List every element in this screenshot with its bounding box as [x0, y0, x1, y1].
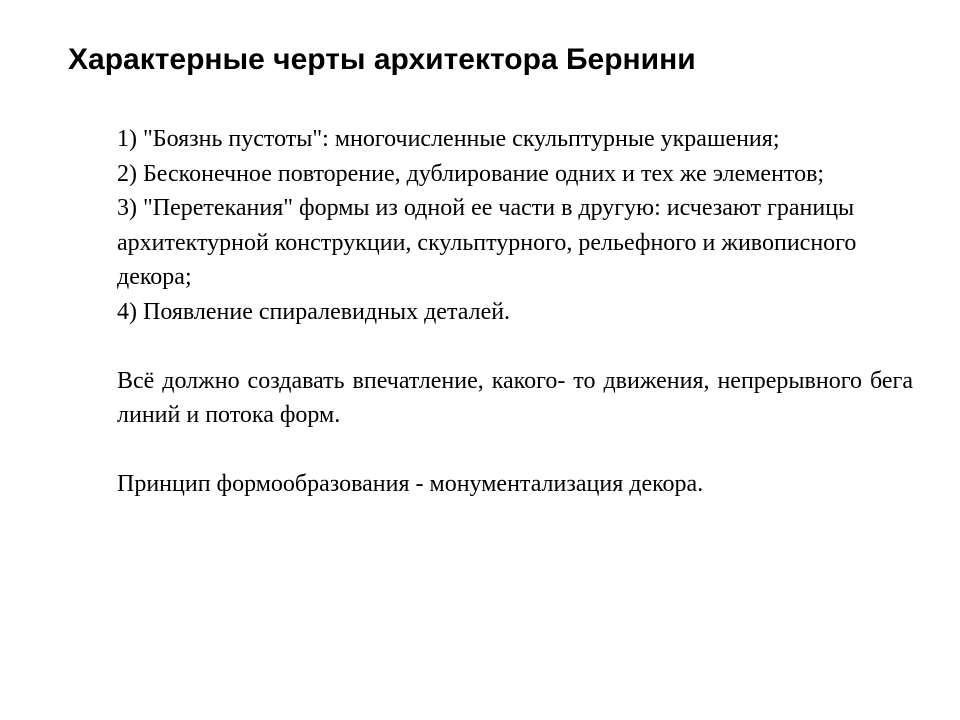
- feature-item: 4) Появление спиралевидных деталей.: [117, 298, 511, 325]
- feature-item: 3) "Перетекания" формы из одной ее части в другую: исчезают границы архитектурной конструкции, скульптурного, рельефного и живописного декора;: [117, 195, 857, 290]
- feature-item: 1) "Боязнь пустоты": многочисленные скульптурные украшения;: [117, 126, 780, 152]
- summary-paragraph: Всё должно создавать впечатление, какого- то движения, непрерывного бега линий и потока форм.: [117, 367, 913, 428]
- slide-body: [117, 122, 913, 502]
- principle-paragraph: Принцип формообразования - монументализация декора.: [117, 471, 704, 497]
- feature-item: 2) Бесконечное повторение, дублирование одних и тех же элементов;: [117, 160, 825, 187]
- slide-title: Характерные черты архитектора Бернини: [68, 43, 696, 76]
- features-list: [117, 122, 913, 329]
